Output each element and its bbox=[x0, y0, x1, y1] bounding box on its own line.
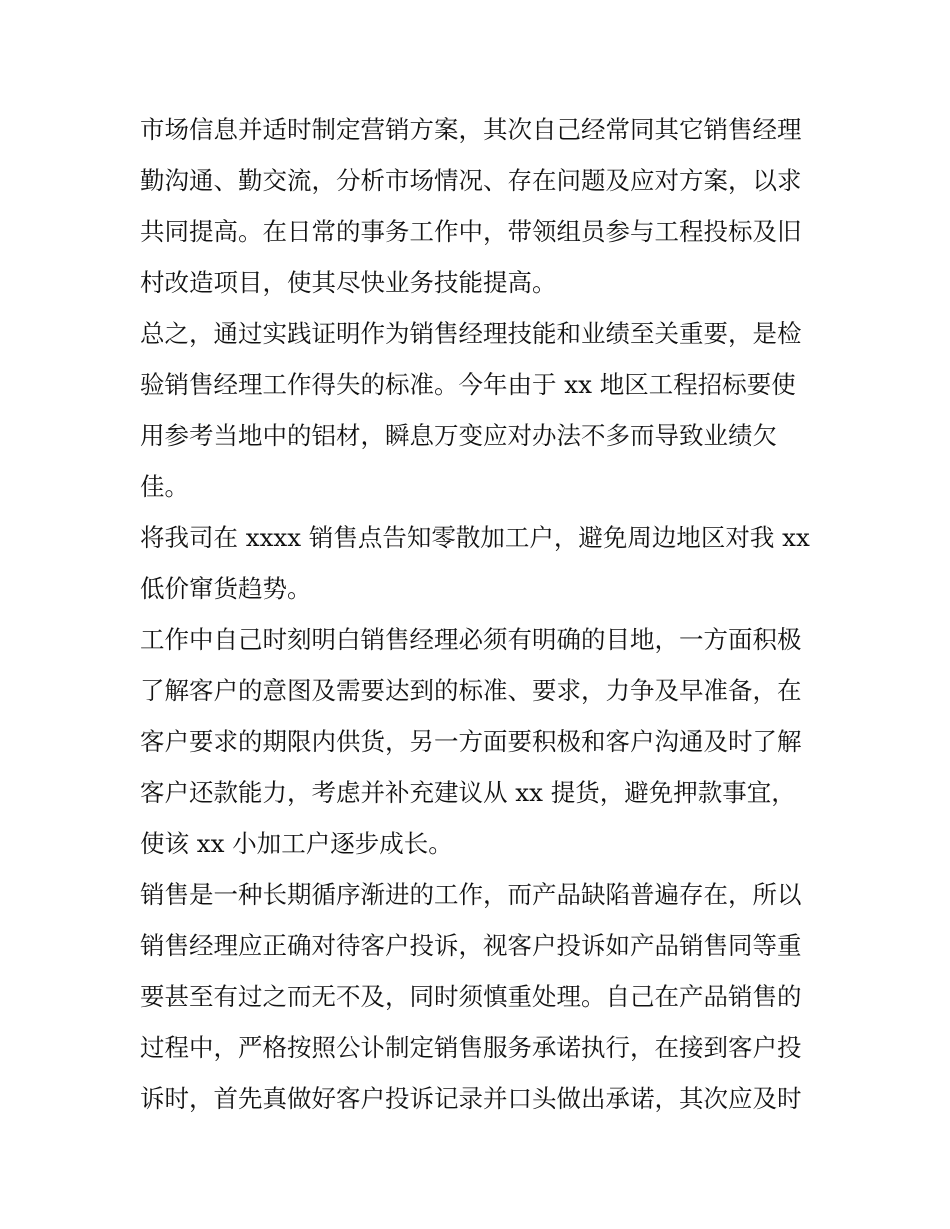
text-line: 佳。 bbox=[140, 472, 189, 501]
text-line: 客户还款能力，考虑并补充建议从 xx 提货，避免押款事宜， bbox=[140, 778, 796, 807]
text-line: 用参考当地中的铝材，瞬息万变应对办法不多而导致业绩欠 bbox=[140, 421, 777, 450]
text-line: 使该 xx 小加工户逐步成长。 bbox=[140, 829, 453, 858]
text-line: 销售经理应正确对待客户投诉，视客户投诉如产品销售同等重 bbox=[140, 931, 802, 960]
text-line: 工作中自己时刻明白销售经理必须有明确的目地，一方面积极 bbox=[140, 625, 802, 654]
text-line: 共同提高。在日常的事务工作中，带领组员参与工程投标及旧 bbox=[140, 217, 802, 246]
text-line: 勤沟通、勤交流，分析市场情况、存在问题及应对方案，以求 bbox=[140, 166, 802, 195]
text-line: 验销售经理工作得失的标准。今年由于 xx 地区工程招标要使 bbox=[140, 370, 796, 399]
document-body bbox=[140, 104, 820, 1124]
text-line: 了解客户的意图及需要达到的标准、要求，力争及早准备，在 bbox=[140, 676, 802, 705]
text-line: 村改造项目，使其尽快业务技能提高。 bbox=[140, 268, 557, 297]
text-line: 客户要求的期限内供货，另一方面要积极和客户沟通及时了解 bbox=[140, 727, 802, 756]
text-line: 要甚至有过之而无不及，同时须慎重处理。自己在产品销售的 bbox=[140, 982, 802, 1011]
text-line: 销售是一种长期循序渐进的工作，而产品缺陷普遍存在，所以 bbox=[140, 880, 802, 909]
text-line: 市场信息并适时制定营销方案，其次自己经常同其它销售经理 bbox=[140, 115, 802, 144]
text-line: 过程中，严格按照公讣制定销售服务承诺执行，在接到客户投 bbox=[140, 1033, 802, 1062]
text-line: 总之，通过实践证明作为销售经理技能和业绩至关重要，是检 bbox=[140, 319, 802, 348]
text-line: 将我司在 xxxx 销售点告知零散加工户，避免周边地区对我 xx bbox=[140, 523, 810, 552]
text-line: 低价窜货趋势。 bbox=[140, 574, 312, 603]
text-line: 诉时，首先真做好客户投诉记录并口头做出承诺，其次应及时 bbox=[140, 1084, 802, 1113]
